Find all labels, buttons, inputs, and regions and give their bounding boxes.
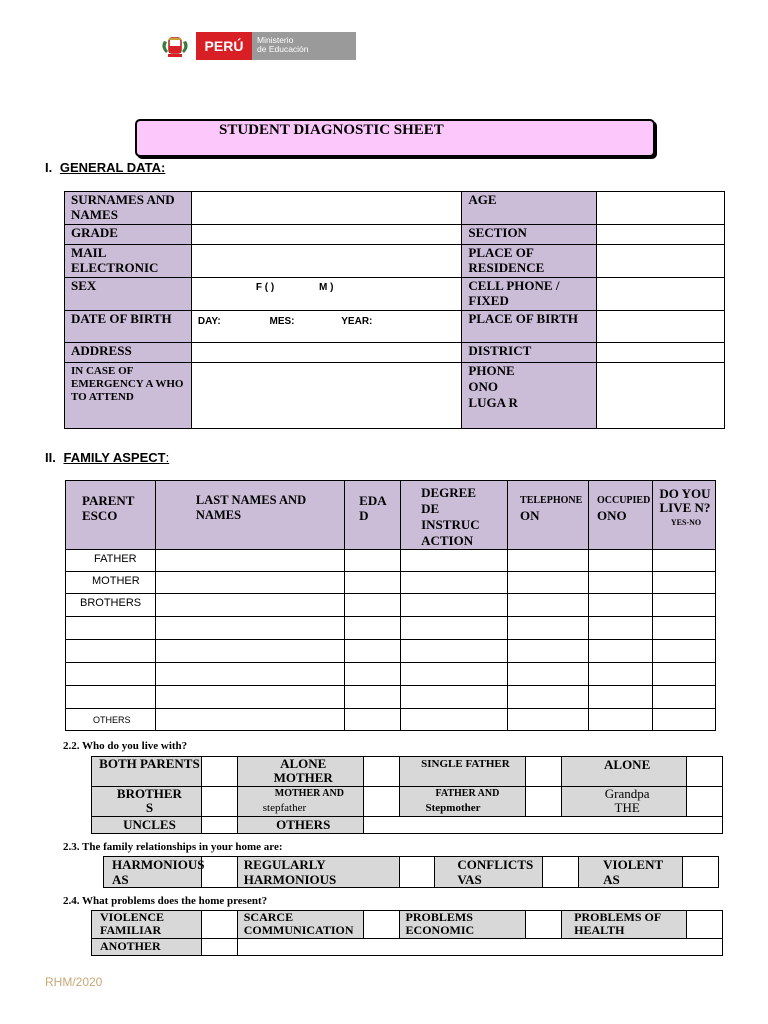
- cell[interactable]: [401, 550, 508, 572]
- page-title: STUDENT DIAGNOSTIC SHEET: [219, 122, 444, 138]
- row-label: MOTHER: [66, 572, 156, 594]
- cell[interactable]: [345, 594, 401, 617]
- dob-month-label: MES:: [269, 316, 295, 327]
- phone-place-text: PHONE ONO LUGA R: [468, 363, 518, 410]
- coat-of-arms-icon: [158, 32, 192, 60]
- checkbox-father-stepmother[interactable]: [526, 787, 562, 817]
- cell[interactable]: [155, 617, 344, 640]
- cell[interactable]: [401, 572, 508, 594]
- opt-regularly-harmonious: [237, 857, 399, 888]
- cell[interactable]: [652, 550, 715, 572]
- cell[interactable]: [66, 663, 156, 686]
- cell[interactable]: [652, 663, 715, 686]
- dob-label: DATE OF BIRTH: [65, 311, 192, 343]
- cell[interactable]: [588, 686, 652, 709]
- checkbox-brothers[interactable]: [201, 787, 237, 817]
- section-1-number: I.: [45, 160, 53, 175]
- mail-field[interactable]: [191, 245, 462, 278]
- grandpa-text: Grandpa THE: [604, 786, 650, 815]
- checkbox-violent[interactable]: [683, 857, 719, 888]
- checkbox-economic[interactable]: [526, 911, 562, 939]
- opt-problems-health: [562, 911, 687, 939]
- header-age: [345, 481, 401, 550]
- occupied-top: OCCUPIED: [596, 495, 651, 506]
- cell[interactable]: [652, 617, 715, 640]
- cell[interactable]: [508, 617, 589, 640]
- checkbox-communication[interactable]: [363, 911, 399, 939]
- stepmother-text: Stepmother: [425, 802, 481, 814]
- surnames-label: SURNAMES AND NAMES: [65, 192, 192, 225]
- cell[interactable]: [155, 572, 344, 594]
- grade-field[interactable]: [191, 225, 462, 245]
- health-text: PROBLEMS OF HEALTH: [574, 910, 661, 937]
- cell[interactable]: [652, 640, 715, 663]
- opt-scarce-communication: [237, 911, 363, 939]
- opt-uncles: UNCLES: [92, 817, 202, 834]
- header-names: LAST NAMES AND NAMES: [155, 481, 344, 550]
- question-2-3: 2.3. The family relationships in your home are:: [63, 841, 283, 853]
- checkbox-alone-mother[interactable]: [363, 757, 399, 787]
- opt-problems-economic: [399, 911, 526, 939]
- opt-alone-mother: [237, 757, 363, 787]
- opt-mother-stepfather: [237, 787, 363, 817]
- checkbox-health[interactable]: [687, 911, 723, 939]
- header-live: [652, 481, 715, 550]
- title-box: [135, 119, 655, 157]
- opt-single-father: SINGLE FATHER: [399, 757, 526, 787]
- harmonious-text: HARMONIOUS AS: [112, 857, 205, 887]
- cell[interactable]: [401, 640, 508, 663]
- age-label: AGE: [462, 192, 597, 225]
- footer-code: RHM/2020: [45, 975, 103, 989]
- cell[interactable]: [652, 572, 715, 594]
- cell[interactable]: [508, 572, 589, 594]
- cell[interactable]: [508, 594, 589, 617]
- dob-year-label: YEAR:: [341, 316, 373, 327]
- mother-and-text: MOTHER AND: [274, 788, 344, 799]
- cell[interactable]: [345, 686, 401, 709]
- opt-harmonious: [104, 857, 205, 888]
- header-parentesco: PARENT ESCO: [66, 481, 156, 550]
- checkbox-mother-stepfather[interactable]: [363, 787, 399, 817]
- sex-male-option[interactable]: M ): [319, 282, 334, 293]
- checkbox-both-parents[interactable]: [201, 757, 237, 787]
- opt-violent: [579, 857, 683, 888]
- address-label: ADDRESS: [65, 343, 192, 363]
- checkbox-uncles[interactable]: [201, 817, 237, 834]
- address-field[interactable]: [191, 343, 462, 363]
- row-label: BROTHERS: [66, 594, 156, 617]
- others-field[interactable]: [363, 817, 722, 834]
- emergency-label: IN CASE OF EMERGENCY A WHO TO ATTEND: [65, 363, 192, 429]
- surnames-field[interactable]: [191, 192, 462, 225]
- cell[interactable]: [588, 709, 652, 731]
- cell[interactable]: [588, 594, 652, 617]
- brothers-text: BROTHER S: [116, 786, 182, 815]
- phone-label: CELL PHONE / FIXED: [462, 278, 597, 311]
- cell[interactable]: [588, 550, 652, 572]
- cell[interactable]: [155, 640, 344, 663]
- header-telephone: [508, 481, 589, 550]
- opt-both-parents: BOTH PARENTS: [92, 757, 202, 787]
- cell[interactable]: [345, 640, 401, 663]
- section-2-number: II.: [45, 450, 56, 465]
- sex-female-option[interactable]: F ( ): [255, 282, 275, 293]
- cell[interactable]: [588, 663, 652, 686]
- opt-grandpa: [562, 787, 687, 817]
- checkbox-grandpa[interactable]: [687, 787, 723, 817]
- checkbox-violence[interactable]: [201, 911, 237, 939]
- violent-text: VIOLENT AS: [603, 857, 663, 887]
- dob-day-label: DAY:: [197, 316, 221, 327]
- opt-others: OTHERS: [237, 817, 363, 834]
- cell[interactable]: [345, 572, 401, 594]
- header-education-text: DEGREE DE INSTRUC ACTION: [421, 485, 480, 548]
- phone-field[interactable]: [597, 278, 725, 311]
- header-age-text: EDA D: [359, 493, 386, 523]
- ministry-logo: [158, 32, 356, 60]
- section-field[interactable]: [597, 225, 725, 245]
- cell[interactable]: [155, 686, 344, 709]
- cell[interactable]: [508, 686, 589, 709]
- section-label: SECTION: [462, 225, 597, 245]
- cell[interactable]: [66, 640, 156, 663]
- live-top: DO YOU LIVE N?: [659, 486, 711, 515]
- age-field[interactable]: [597, 192, 725, 225]
- cell[interactable]: [588, 617, 652, 640]
- row-label: OTHERS: [66, 709, 156, 731]
- cell[interactable]: [508, 640, 589, 663]
- row-label: FATHER: [66, 550, 156, 572]
- section-1-heading: [45, 160, 191, 175]
- section-1-label: GENERAL DATA:: [59, 160, 166, 175]
- relationships-table: [103, 856, 719, 888]
- cell[interactable]: [652, 594, 715, 617]
- checkbox-alone[interactable]: [687, 757, 723, 787]
- pob-label: PLACE OF BIRTH: [462, 311, 597, 343]
- header-occupied: [588, 481, 652, 550]
- communication-text: SCARCE COMMUNICATION: [243, 910, 354, 937]
- ministry-line-2: de Educación: [257, 44, 309, 54]
- cell[interactable]: [508, 663, 589, 686]
- residence-label: PLACE OF RESIDENCE: [462, 245, 597, 278]
- cell[interactable]: [401, 709, 508, 731]
- cell[interactable]: [401, 663, 508, 686]
- cell[interactable]: [155, 550, 344, 572]
- ministry-name: [252, 32, 356, 60]
- mail-label: MAIL ELECTRONIC: [65, 245, 192, 278]
- live-with-table: [91, 756, 723, 834]
- problems-table: [91, 910, 723, 956]
- checkbox-conflicts[interactable]: [543, 857, 579, 888]
- cell[interactable]: [155, 594, 344, 617]
- cell[interactable]: [345, 663, 401, 686]
- family-table: [65, 480, 716, 731]
- section-2-heading: [45, 450, 181, 465]
- cell[interactable]: [401, 617, 508, 640]
- cell[interactable]: [508, 550, 589, 572]
- ministry-line-1: Ministerio: [257, 35, 294, 45]
- emergency-field[interactable]: [191, 363, 462, 429]
- cell[interactable]: [345, 550, 401, 572]
- district-field[interactable]: [597, 343, 725, 363]
- section-2-label: FAMILY ASPECT: [63, 450, 166, 465]
- father-and-text: FATHER AND: [435, 788, 500, 799]
- stepfather-text: stepfather: [262, 802, 307, 814]
- checkbox-another[interactable]: [201, 939, 237, 956]
- question-2-4: 2.4. What problems does the home present?: [63, 895, 268, 907]
- header-education: [401, 481, 508, 550]
- sex-field[interactable]: [191, 278, 462, 311]
- alone-mother-text: ALONE MOTHER: [273, 756, 333, 785]
- section-2-colon: :: [165, 450, 170, 465]
- general-data-table: [64, 191, 725, 429]
- regularly-harmonious-text: REGULARLY HARMONIOUS: [243, 857, 337, 887]
- sex-label: SEX: [65, 278, 192, 311]
- phone-place-field[interactable]: [597, 363, 725, 429]
- live-sub: YES-NO: [670, 518, 702, 527]
- cell[interactable]: [588, 640, 652, 663]
- violence-text: VIOLENCE FAMILIAR: [100, 910, 165, 937]
- checkbox-harmonious[interactable]: [201, 857, 237, 888]
- economic-text: PROBLEMS ECONOMIC: [405, 910, 475, 937]
- another-field[interactable]: [237, 939, 722, 956]
- opt-violence-familiar: [92, 911, 202, 939]
- opt-another: ANOTHER: [92, 939, 202, 956]
- cell[interactable]: [155, 709, 344, 731]
- cell[interactable]: [66, 686, 156, 709]
- telephone-bottom: ON: [520, 508, 540, 523]
- dob-field[interactable]: [191, 311, 462, 343]
- question-2-2: 2.2. Who do you live with?: [63, 740, 188, 752]
- checkbox-regularly-harmonious[interactable]: [399, 857, 435, 888]
- cell[interactable]: [345, 709, 401, 731]
- cell[interactable]: [652, 686, 715, 709]
- cell[interactable]: [588, 572, 652, 594]
- grade-label: GRADE: [65, 225, 192, 245]
- cell[interactable]: [401, 686, 508, 709]
- cell[interactable]: [345, 617, 401, 640]
- opt-father-stepmother: [399, 787, 526, 817]
- cell[interactable]: [508, 709, 589, 731]
- opt-conflicts: [435, 857, 543, 888]
- cell[interactable]: [652, 709, 715, 731]
- checkbox-single-father[interactable]: [526, 757, 562, 787]
- cell[interactable]: [155, 663, 344, 686]
- occupied-bottom: ONO: [596, 508, 627, 523]
- telephone-top: TELEPHONE: [520, 495, 583, 506]
- opt-alone: ALONE: [562, 757, 687, 787]
- conflicts-text: CONFLICTS VAS: [457, 857, 534, 887]
- peru-brand: PERÚ: [196, 32, 252, 60]
- cell[interactable]: [66, 617, 156, 640]
- district-label: DISTRICT: [462, 343, 597, 363]
- residence-field[interactable]: [597, 245, 725, 278]
- cell[interactable]: [401, 594, 508, 617]
- opt-brothers: [92, 787, 202, 817]
- phone-place-label: [462, 363, 597, 429]
- pob-field[interactable]: [597, 311, 725, 343]
